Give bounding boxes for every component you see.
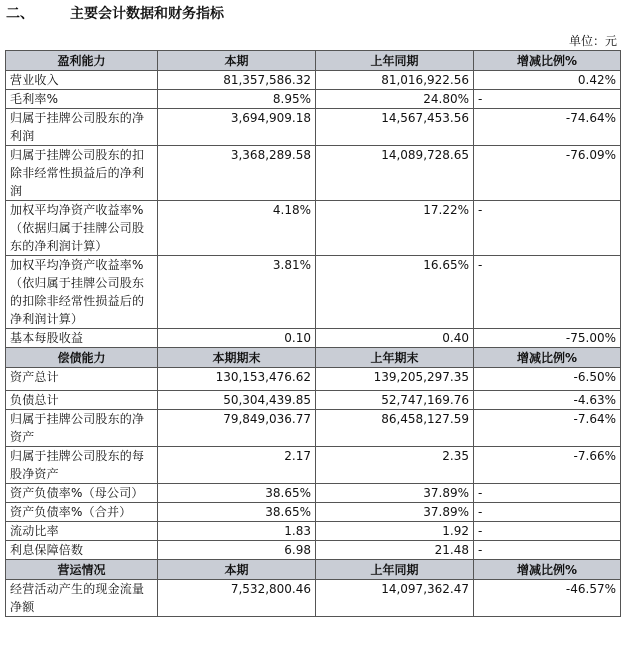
- column-header: 增减比例%: [474, 51, 621, 71]
- column-header: 增减比例%: [474, 560, 621, 580]
- change-value: -4.63%: [474, 391, 621, 410]
- unit-label: 单位：元: [568, 34, 617, 48]
- table-row: [6, 503, 621, 522]
- table-row: [6, 146, 621, 201]
- row-label: 基本每股收益: [6, 329, 158, 348]
- current-value: 79,849,036.77: [158, 410, 316, 447]
- current-value: 6.98: [158, 541, 316, 560]
- row-label: 归属于挂牌公司股东的净利润: [6, 109, 158, 146]
- row-label: 负债总计: [6, 391, 158, 410]
- section-heading: [6, 2, 224, 24]
- table-row: [6, 256, 621, 329]
- prior-value: 52,747,169.76: [316, 391, 474, 410]
- current-value: 81,357,586.32: [158, 71, 316, 90]
- current-value: 4.18%: [158, 201, 316, 256]
- column-header: 上年同期: [316, 51, 474, 71]
- table-row: [6, 201, 621, 256]
- row-label: 营业收入: [6, 71, 158, 90]
- current-value: 0.10: [158, 329, 316, 348]
- row-label: 经营活动产生的现金流量净额: [6, 580, 158, 617]
- table-row: [6, 368, 621, 391]
- row-label: 资产负债率%（母公司）: [6, 484, 158, 503]
- row-label: 归属于挂牌公司股东的净资产: [6, 410, 158, 447]
- prior-value: 2.35: [316, 447, 474, 484]
- change-value: -7.66%: [474, 447, 621, 484]
- column-header: 增减比例%: [474, 348, 621, 368]
- financial-indicators-table: [5, 50, 621, 617]
- prior-value: 37.89%: [316, 503, 474, 522]
- row-label: 资产总计: [6, 368, 158, 391]
- row-label: 流动比率: [6, 522, 158, 541]
- change-value: -: [474, 484, 621, 503]
- change-value: -75.00%: [474, 329, 621, 348]
- change-value: -: [474, 522, 621, 541]
- prior-value: 1.92: [316, 522, 474, 541]
- profitability-header-row: [6, 51, 621, 71]
- prior-value: 14,089,728.65: [316, 146, 474, 201]
- table-row: [6, 71, 621, 90]
- change-value: -46.57%: [474, 580, 621, 617]
- prior-value: 81,016,922.56: [316, 71, 474, 90]
- row-label: 加权平均净资产收益率%（依归属于挂牌公司股东的扣除非经常性损益后的净利润计算）: [6, 256, 158, 329]
- prior-value: 0.40: [316, 329, 474, 348]
- current-value: 3.81%: [158, 256, 316, 329]
- current-value: 50,304,439.85: [158, 391, 316, 410]
- column-header: 营运情况: [6, 560, 158, 580]
- table-row: [6, 410, 621, 447]
- row-label: 毛利率%: [6, 90, 158, 109]
- current-value: 3,368,289.58: [158, 146, 316, 201]
- table-row: [6, 329, 621, 348]
- table-row: [6, 447, 621, 484]
- solvency-header-row: [6, 348, 621, 368]
- table-row: [6, 90, 621, 109]
- change-value: -: [474, 201, 621, 256]
- change-value: -76.09%: [474, 146, 621, 201]
- row-label: 资产负债率%（合并）: [6, 503, 158, 522]
- table-row: [6, 580, 621, 617]
- prior-value: 14,567,453.56: [316, 109, 474, 146]
- prior-value: 86,458,127.59: [316, 410, 474, 447]
- table-row: [6, 484, 621, 503]
- current-value: 8.95%: [158, 90, 316, 109]
- table-row: [6, 109, 621, 146]
- table-row: [6, 541, 621, 560]
- current-value: 3,694,909.18: [158, 109, 316, 146]
- current-value: 2.17: [158, 447, 316, 484]
- change-value: -7.64%: [474, 410, 621, 447]
- change-value: -6.50%: [474, 368, 621, 391]
- column-header: 本期: [158, 51, 316, 71]
- prior-value: 14,097,362.47: [316, 580, 474, 617]
- column-header: 偿债能力: [6, 348, 158, 368]
- change-value: -: [474, 503, 621, 522]
- change-value: 0.42%: [474, 71, 621, 90]
- prior-value: 37.89%: [316, 484, 474, 503]
- change-value: -74.64%: [474, 109, 621, 146]
- change-value: -: [474, 90, 621, 109]
- change-value: -: [474, 256, 621, 329]
- current-value: 38.65%: [158, 503, 316, 522]
- row-label: 利息保障倍数: [6, 541, 158, 560]
- column-header: 本期期末: [158, 348, 316, 368]
- prior-value: 17.22%: [316, 201, 474, 256]
- section-number: 二、: [6, 6, 34, 22]
- current-value: 1.83: [158, 522, 316, 541]
- prior-value: 139,205,297.35: [316, 368, 474, 391]
- column-header: 盈利能力: [6, 51, 158, 71]
- prior-value: 24.80%: [316, 90, 474, 109]
- current-value: 38.65%: [158, 484, 316, 503]
- row-label: 加权平均净资产收益率%（依据归属于挂牌公司股东的净利润计算）: [6, 201, 158, 256]
- current-value: 7,532,800.46: [158, 580, 316, 617]
- section-title: 主要会计数据和财务指标: [70, 6, 224, 22]
- prior-value: 21.48: [316, 541, 474, 560]
- table-row: [6, 391, 621, 410]
- prior-value: 16.65%: [316, 256, 474, 329]
- column-header: 上年同期: [316, 560, 474, 580]
- operations-header-row: [6, 560, 621, 580]
- current-value: 130,153,476.62: [158, 368, 316, 391]
- column-header: 上年期末: [316, 348, 474, 368]
- column-header: 本期: [158, 560, 316, 580]
- row-label: 归属于挂牌公司股东的扣除非经常性损益后的净利润: [6, 146, 158, 201]
- change-value: -: [474, 541, 621, 560]
- table-row: [6, 522, 621, 541]
- row-label: 归属于挂牌公司股东的每股净资产: [6, 447, 158, 484]
